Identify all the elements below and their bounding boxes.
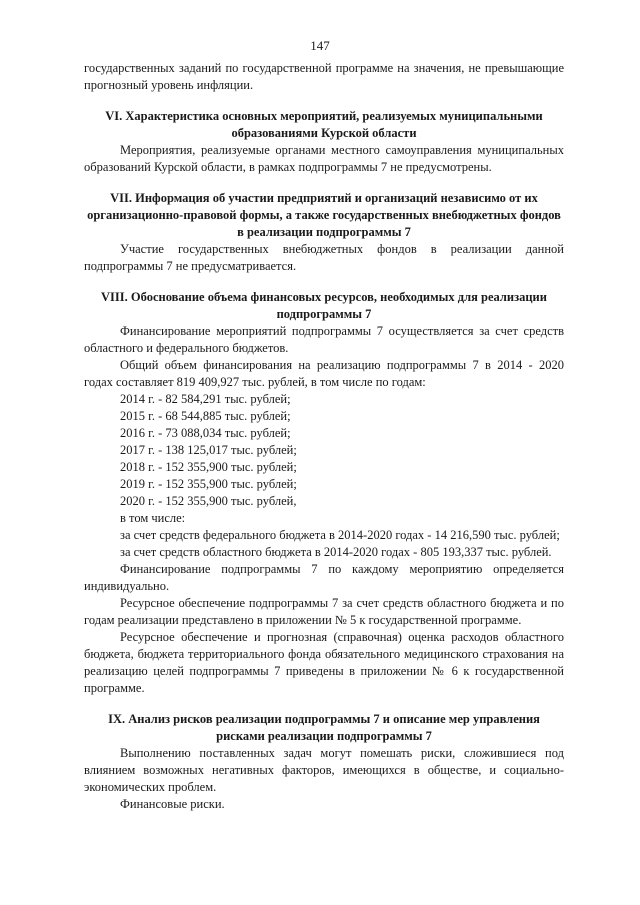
section-7-paragraph: Участие государственных внебюджетных фондов в реализации данной подпрограммы 7 не предусматривается. [84,242,564,273]
year-funding-item: 2016 г. - 73 088,034 тыс. рублей; [120,426,291,440]
year-funding-item: 2015 г. - 68 544,885 тыс. рублей; [120,409,291,423]
section-6-heading: VI. Характеристика основных мероприятий, реализуемых муниципальными образованиями Курской области [105,109,543,140]
section-8-heading: VIII. Обоснование объема финансовых ресурсов, необходимых для реализации подпрограммы 7 [101,290,547,321]
page-number: 147 [310,38,330,53]
section-8-paragraph-3: Финансирование подпрограммы 7 по каждому мероприятию определяется индивидуально. [84,562,564,593]
year-funding-list [84,391,564,510]
page-content [84,60,564,813]
section-8-paragraph-5: Ресурсное обеспечение и прогнозная (справочная) оценка расходов областного бюджета, бюджета территориального фонда обязательного медицинского страхования на реализацию целей подпрограммы 7 приведены в приложении № 6 к государственной программе. [84,630,564,695]
section-9-heading: IX. Анализ рисков реализации подпрограммы 7 и описание мер управления рисками реализации подпрограммы 7 [108,712,540,743]
section-8-paragraph-2: Общий объем финансирования на реализацию подпрограммы 7 в 2014 - 2020 годах составляет 819 409,927 тыс. рублей, в том числе по годам: [84,358,564,389]
intro-paragraph: государственных заданий по государственной программе на значения, не превышающие прогнозный уровень инфляции. [84,61,564,92]
section-6-paragraph: Мероприятия, реализуемые органами местного самоуправления муниципальных образований Курской области, в рамках подпрограммы 7 не предусмотрены. [84,143,564,174]
section-7-heading: VII. Информация об участии предприятий и организаций независимо от их организационно-правовой формы, а также государственных внебюджетных фондов в реализации подпрограммы 7 [87,191,561,239]
year-funding-item: 2017 г. - 138 125,017 тыс. рублей; [120,443,297,457]
regional-budget-paragraph: за счет средств областного бюджета в 2014-2020 годах - 805 193,337 тыс. рублей. [120,545,552,559]
including-label: в том числе: [120,511,186,525]
year-funding-item: 2020 г. - 152 355,900 тыс. рублей, [120,494,297,508]
section-9-paragraph-2: Финансовые риски. [120,797,225,811]
federal-budget-paragraph: за счет средств федерального бюджета в 2014-2020 годах - 14 216,590 тыс. рублей; [120,528,560,542]
section-8-paragraph-1: Финансирование мероприятий подпрограммы 7 осуществляется за счет средств областного и федерального бюджетов. [84,324,564,355]
section-8-paragraph-4: Ресурсное обеспечение подпрограммы 7 за счет средств областного бюджета и по годам реализации представлено в приложении № 5 к государственной программе. [84,596,564,627]
section-9-paragraph-1: Выполнению поставленных задач могут помешать риски, сложившиеся под влиянием возможных негативных факторов, имеющихся в обществе, и социально-экономических проблем. [84,746,564,794]
year-funding-item: 2019 г. - 152 355,900 тыс. рублей; [120,477,297,491]
year-funding-item: 2018 г. - 152 355,900 тыс. рублей; [120,460,297,474]
year-funding-item: 2014 г. - 82 584,291 тыс. рублей; [120,392,291,406]
